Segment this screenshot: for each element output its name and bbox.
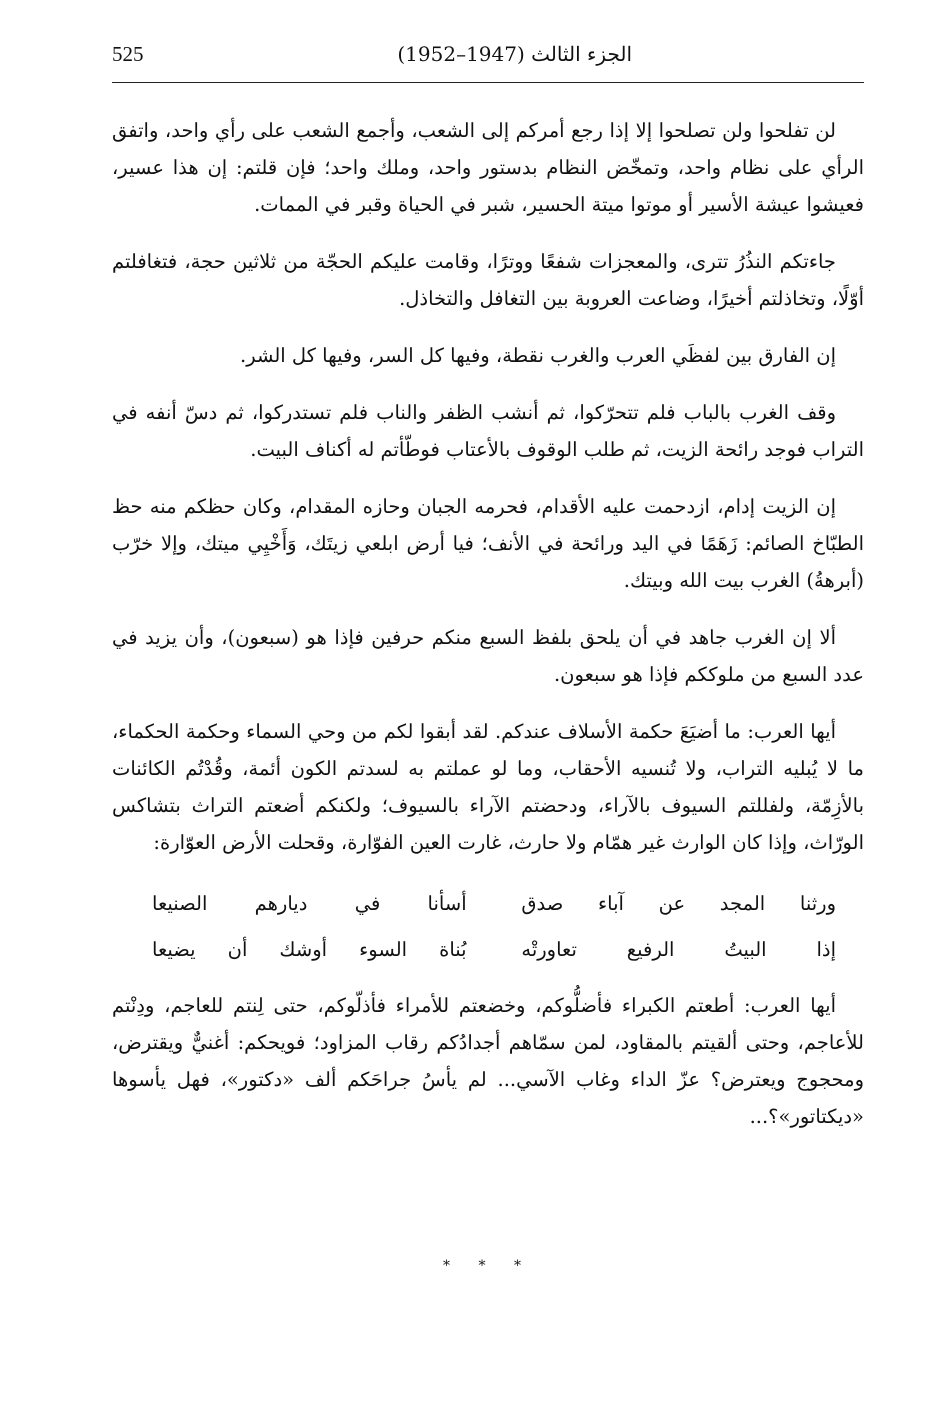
closing-paragraph: أيها العرب: أطعتم الكبراء فأضلُّوكم، وخضعتم للأمراء فأذلّوكم، حتى لِنتم للعاجم، ودِنْتم للأعاجم، وحتى ألقيتم بالمقاود، لمن سمّاهم أجدادُكم رقاب المزاود؛ فويحكم: أغنيٌّ ويقترض، ومحجوج ويعترض؟ عزّ الداء وغاب الآسي... لم يأسُ جراحَكم ألف «دكتور»، فهل يأسوها «ديكتاتور»؟... xyxy=(112,994,864,1128)
hemistich-second: بُناة السوء أوشك أن يضيعا xyxy=(152,938,467,961)
page-header xyxy=(112,38,862,70)
hemistich-first: إذا البيتُ الرفيع تعاورتْه xyxy=(521,938,836,961)
paragraph-1: لن تفلحوا ولن تصلحوا إلا إذا رجع أمركم إلى الشعب، وأجمع الشعب على رأي واحد، واتفق الرأي على نظام واحد، وتمخّض النظام بدستور واحد، وملك واحد؛ فإن قلتم: إن هذا عسير، فعيشوا عيشة الأسير أو موتوا ميتة الحسير، شبر في الحياة وقبر في الممات. xyxy=(112,119,864,216)
hemistich-second: أسأنا في ديارهم الصنيعا xyxy=(152,892,467,915)
paragraph-7: أيها العرب: ما أضيَعَ حكمة الأسلاف عندكم. لقد أبقوا لكم من وحي السماء وحكمة الحكماء، ما لا يُبليه التراب، ولا تُنسيه الأحقاب، وما لو عملتم به لسدتم الكون أئمة، وقُدْتُم الكائنات بالأزِمّة، ولفللتم السيوف بالآراء، ودحضتم الآراء بالسيوف؛ ولكنكم أضعتم التراث بتشاكس الورّاث، وإذا كان الوارث غير همّام ولا حارث، غارت العين الفوّارة، وقحلت الأرض العوّارة: xyxy=(112,720,864,854)
hemistich-first: ورثنا المجد عن آباء صدق xyxy=(521,892,836,915)
paragraph-4: وقف الغرب بالباب فلم تتحرّكوا، ثم أنشب الظفر والناب فلم تستدركوا، ثم دسّ أنفه في التراب فوجد رائحة الزيت، ثم طلب الوقوف بالأعتاب فوطّأتم له أكناف البيت. xyxy=(112,401,864,461)
poem-verse xyxy=(152,927,836,973)
page-number: 525 xyxy=(112,41,144,66)
paragraph-3: إن الفارق بين لفظَي العرب والغرب نقطة، وفيها كل السر، وفيها كل الشر. xyxy=(240,344,836,367)
paragraph-6: ألا إن الغرب جاهد في أن يلحق بلفظ السبع منكم حرفين فإذا هو (سبعون)، وأن يزيد في عدد السبع من ملوككم فإذا هو سبعون. xyxy=(112,626,864,686)
running-head: الجزء الثالث (1947–1952) xyxy=(397,42,632,66)
paragraph-2: جاءتكم النذُرُ تترى، والمعجزات شفعًا ووترًا، وقامت عليكم الحجّة من ثلاثين حجة، فتغافلتم أوّلًا، وتخاذلتم أخيرًا، وضاعت العروبة بين التغافل والتخاذل. xyxy=(112,250,864,310)
poem xyxy=(112,881,864,973)
paragraph-5: إن الزيت إدام، ازدحمت عليه الأقدام، فحرمه الجبان وحازه المقدام، وكان حظكم منه حظ الطبّاخ الصائم: زَهَمًا في اليد ورائحة في الأنف؛ فيا أرض ابلعي زيتَك، وَأَخْيِي ميتك، وإلا خرّب (أبرهةُ) الغرب بيت الله وبيتك. xyxy=(112,495,864,592)
poem-verse xyxy=(152,881,836,927)
section-separator: * * * xyxy=(443,1258,533,1274)
header-rule xyxy=(112,82,864,83)
body-text xyxy=(112,112,864,1155)
